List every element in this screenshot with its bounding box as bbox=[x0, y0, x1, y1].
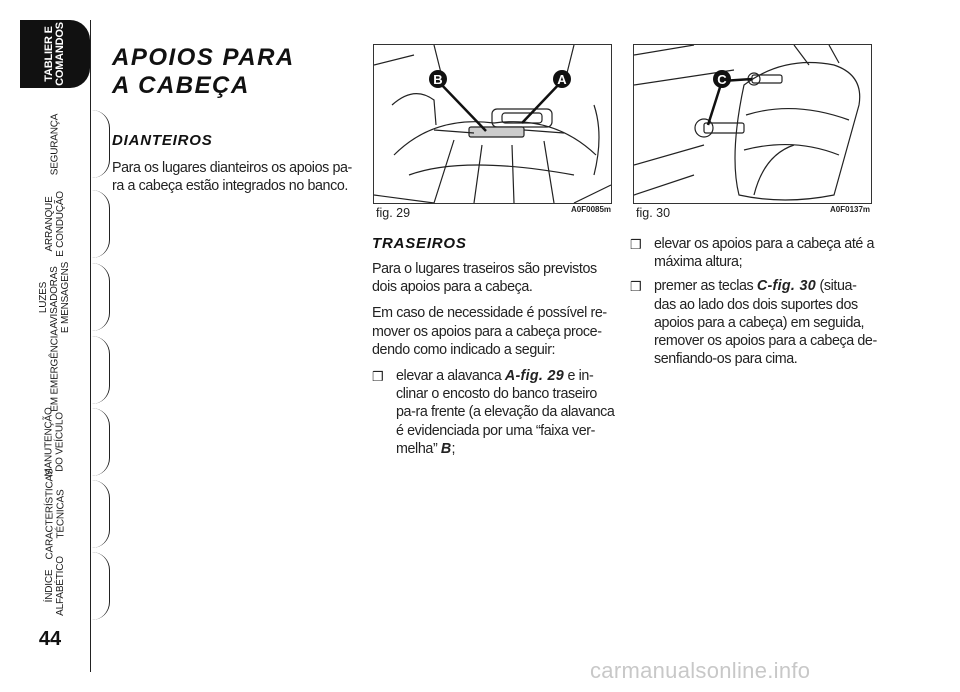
figure-29-caption: fig. 29 bbox=[376, 206, 411, 220]
tab-seguranca[interactable] bbox=[20, 110, 90, 178]
tab-label: EM EMERGÊNCIA bbox=[49, 328, 61, 412]
tab-bracket bbox=[80, 110, 110, 178]
checkbox-bullet-icon: ❒ bbox=[630, 237, 642, 252]
step-text-part: (situa-das ao lado dos dois suportes dos apoios para a cabeça) em seguida, remover os apoios para a cabeça de-senfiando-os para cima. bbox=[654, 278, 877, 368]
callout-b-label: B bbox=[433, 72, 443, 87]
tab-bracket bbox=[80, 480, 110, 548]
step-text-part: premer as teclas bbox=[654, 278, 757, 295]
list-item bbox=[372, 367, 617, 458]
list-item bbox=[630, 277, 878, 368]
page-title: APOIOS PARA A CABEÇA bbox=[112, 44, 295, 99]
tab-tablier-e-comandos[interactable] bbox=[20, 20, 90, 88]
tab-luzes-avisadoras[interactable] bbox=[20, 263, 90, 331]
tab-bracket bbox=[80, 190, 110, 258]
callout-c-label: C bbox=[717, 72, 727, 87]
tab-bracket bbox=[80, 336, 110, 404]
tab-bracket bbox=[80, 263, 110, 331]
step-text bbox=[654, 277, 878, 368]
rear-heading: TRASEIROS bbox=[372, 235, 467, 252]
list-item bbox=[630, 235, 878, 271]
front-text: Para os lugares dianteiros os apoios pa-ra a cabeça estão integrados no banco. bbox=[112, 160, 352, 195]
tab-label: LUZES AVISADORAS E MENSAGENS bbox=[38, 261, 72, 333]
figure-29-code: A0F0085m bbox=[571, 205, 612, 214]
checkbox-bullet-icon: ❒ bbox=[372, 369, 384, 385]
tab-label: ÍNDICE ALFABÉTICO bbox=[44, 556, 66, 616]
tab-label: CARACTERÍSTICAS TÉCNICAS bbox=[44, 468, 66, 560]
tab-arranque-e-conducao[interactable] bbox=[20, 190, 90, 258]
step-text-part: ; bbox=[451, 440, 456, 457]
headrest-release-illustration bbox=[634, 45, 871, 203]
tab-label: MANUTENÇÃO DO VEÍCULO bbox=[44, 407, 66, 477]
figure-29 bbox=[373, 44, 612, 204]
checkbox-bullet-icon: ❒ bbox=[630, 279, 642, 295]
figure-30-caption: fig. 30 bbox=[636, 206, 671, 220]
step-text-part: elevar a alavanca bbox=[396, 368, 505, 385]
figure-30 bbox=[633, 44, 872, 204]
tab-bracket bbox=[80, 552, 110, 620]
figure-30-code: A0F0137m bbox=[830, 205, 871, 214]
step-text: elevar os apoios para a cabeça até a máxima altura; bbox=[654, 236, 875, 271]
rear-seat-lever-illustration bbox=[374, 45, 611, 203]
tab-caracteristicas-tecnicas[interactable] bbox=[20, 468, 90, 560]
front-heading: DIANTEIROS bbox=[112, 132, 213, 149]
watermark: carmanualsonline.info bbox=[590, 658, 811, 683]
rear-paragraph-1: Para o lugares traseiros são previstos dois apoios para a cabeça. bbox=[372, 261, 597, 296]
rear-paragraph-2: Em caso de necessidade é possível re-mover os apoios para a cabeça proce-dendo como indicado a seguir: bbox=[372, 305, 607, 358]
page-number: 44 bbox=[38, 628, 62, 650]
tab-label: SEGURANÇA bbox=[49, 113, 61, 175]
tab-indice-alfabetico[interactable] bbox=[20, 552, 90, 620]
rear-section-continued bbox=[630, 235, 878, 374]
rear-section bbox=[372, 235, 617, 464]
front-section bbox=[112, 132, 362, 195]
step-text-part: e in-clinar o encosto do banco traseiro pa-ra frente (a elevação da alavanca é evidenciada por uma “faixa ver-melha” bbox=[396, 368, 615, 457]
figure-reference: B bbox=[440, 440, 452, 457]
callout-a-label: A bbox=[557, 72, 567, 87]
step-text bbox=[396, 367, 617, 458]
tab-label: TABLIER E COMANDOS bbox=[42, 22, 66, 86]
tab-label: ARRANQUE E CONDUÇÃO bbox=[43, 191, 66, 257]
tab-em-emergencia[interactable] bbox=[20, 328, 90, 412]
figure-reference: C-fig. 30 bbox=[756, 278, 816, 295]
tab-bracket bbox=[80, 408, 110, 476]
leader-line-b bbox=[438, 81, 486, 131]
figure-reference: A-fig. 29 bbox=[504, 368, 564, 385]
tab-manutencao-do-veiculo[interactable] bbox=[20, 408, 90, 476]
